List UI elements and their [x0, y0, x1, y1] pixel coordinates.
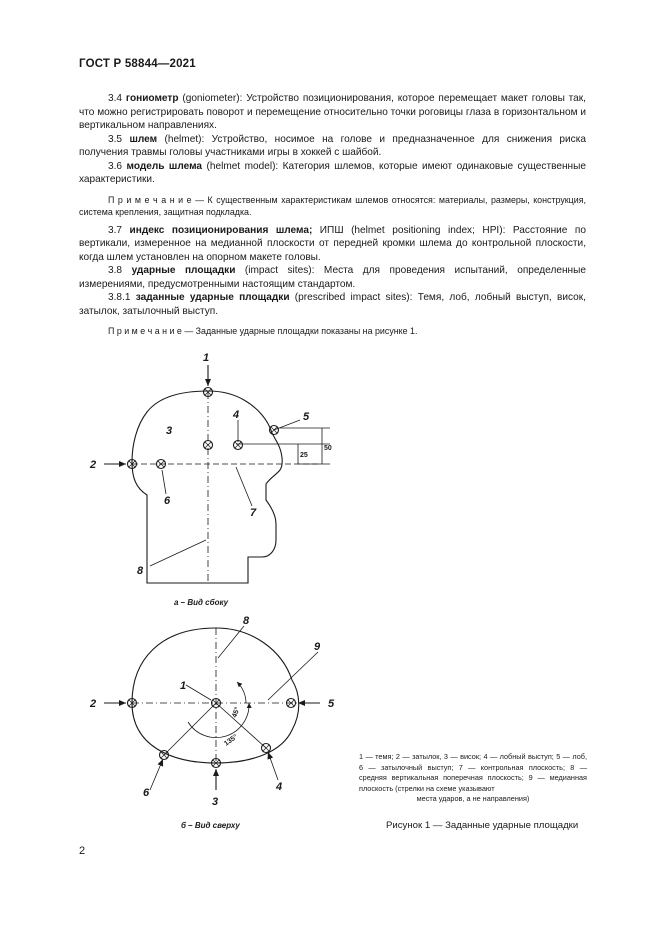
clause-number: 3.8 — [108, 265, 123, 276]
side-view-caption: а – Вид сбоку — [174, 598, 229, 607]
side-view — [104, 365, 330, 583]
term: заданные ударные площадки — [135, 292, 290, 303]
document-header: ГОСТ Р 58844—2021 — [79, 58, 196, 70]
head-outline-top — [132, 628, 299, 763]
term: шлем — [129, 133, 158, 145]
definition-text: (goniometer): Устройство позиционирования, которое перемещает макет головы так, что можно регистрировать поворот и перемещение относительно точки роговицы глаза в горизонтальном и вертикальном направлениях. — [79, 93, 586, 131]
label-1: 1 — [203, 352, 210, 364]
top-view-caption: б – Вид сверху — [181, 821, 240, 830]
clause-number: 3.5 — [108, 133, 123, 145]
clause-number: 3.7 — [108, 224, 123, 236]
label-1-top: 1 — [180, 680, 187, 692]
label-2-top: 2 — [90, 698, 97, 710]
definition-text: (helmet model): Категория шлемов, которые имеют одинаковые существенные характеристики. — [79, 160, 586, 185]
label-4: 4 — [233, 409, 240, 421]
leader-6-top — [150, 759, 163, 790]
head-outline — [132, 391, 282, 583]
label-4-top: 4 — [276, 781, 283, 793]
top-view — [104, 626, 320, 790]
leader-9-top — [268, 652, 318, 700]
label-8: 8 — [137, 565, 144, 577]
label-5: 5 — [303, 411, 310, 423]
label-9-top: 9 — [314, 641, 321, 653]
legend-text-end: места ударов, а не направления) — [416, 794, 530, 803]
definition-text: (prescribed impact sites): Темя, лоб, лобный выступ, висок, затылок, затылочный выступ. — [79, 292, 586, 317]
impact-site-4-top — [262, 744, 271, 753]
leader-6 — [162, 470, 166, 494]
note-text: — Заданные ударные площадки показаны на рисунке 1. — [181, 326, 418, 336]
page-number: 2 — [79, 845, 86, 857]
label-6: 6 — [164, 495, 171, 507]
term: индекс позиционирования шлема; — [129, 224, 313, 236]
term: гониометр — [125, 93, 179, 104]
dim-label-50: 50 — [324, 445, 332, 452]
leader-7 — [236, 467, 252, 506]
term: модель шлема — [126, 160, 203, 172]
clause-number: 3.6 — [108, 160, 123, 172]
label-3-top: 3 — [212, 796, 219, 808]
leader-8-top — [218, 626, 244, 658]
label-6-top: 6 — [143, 787, 150, 799]
angle-label-135: 135° — [223, 733, 240, 748]
label-8-top: 8 — [243, 615, 250, 627]
definition-text: ИПШ (helmet positioning index; HPI): Расстояние по вертикали, измеренное на медианной плоскости от передней кромки шлема до контрольной плоскости, когда шлем установлен на опорном макете головы. — [79, 224, 586, 263]
leader-1-top — [186, 685, 211, 700]
figure-caption: Рисунок 1 — Заданные ударные площадки — [386, 820, 579, 831]
label-2: 2 — [90, 459, 97, 471]
leader-4-top — [268, 752, 278, 780]
angle-arc-45 — [237, 682, 246, 703]
impact-site-6-top — [160, 751, 169, 760]
note-text: — К существенным характеристикам шлемов относятся: материалы, размеры, конструкция, система крепления, защитная подкладка. — [79, 194, 586, 217]
clause-number: 3.8.1 — [108, 292, 131, 303]
term: ударные площадки — [131, 265, 236, 276]
clause-number: 3.4 — [108, 93, 123, 104]
definition-text: (impact sites): Места для проведения испытаний, определенные измерениями, предусмотренными настоящим стандартом. — [79, 265, 586, 290]
dim-label-25: 25 — [300, 452, 308, 459]
note-label: П р и м е ч а н и е — [108, 326, 182, 336]
diagonal-6 — [164, 703, 216, 755]
label-5-top: 5 — [328, 698, 335, 710]
legend-text: 1 — темя; 2 — затылок, 3 — висок; 4 — лобный выступ; 5 — лоб, 6 — затылочный выступ; 7 — контрольная плоскость; 8 — средняя вертикальная поперечная плоскость; 9 — медианная плоскость (стрелки на схеме указывают — [359, 752, 587, 793]
note-label: П р и м е ч а н и е — [108, 194, 192, 205]
label-7: 7 — [250, 507, 257, 519]
label-3: 3 — [166, 425, 173, 437]
leader-8 — [150, 540, 206, 566]
figure-legend — [359, 752, 587, 805]
angle-label-45: 45° — [231, 706, 242, 719]
definition-text: (helmet): Устройство, носимое на голове и предназначенное для снижения риска получения травмы головы участниками игры в хоккей с шайбой. — [79, 133, 586, 158]
